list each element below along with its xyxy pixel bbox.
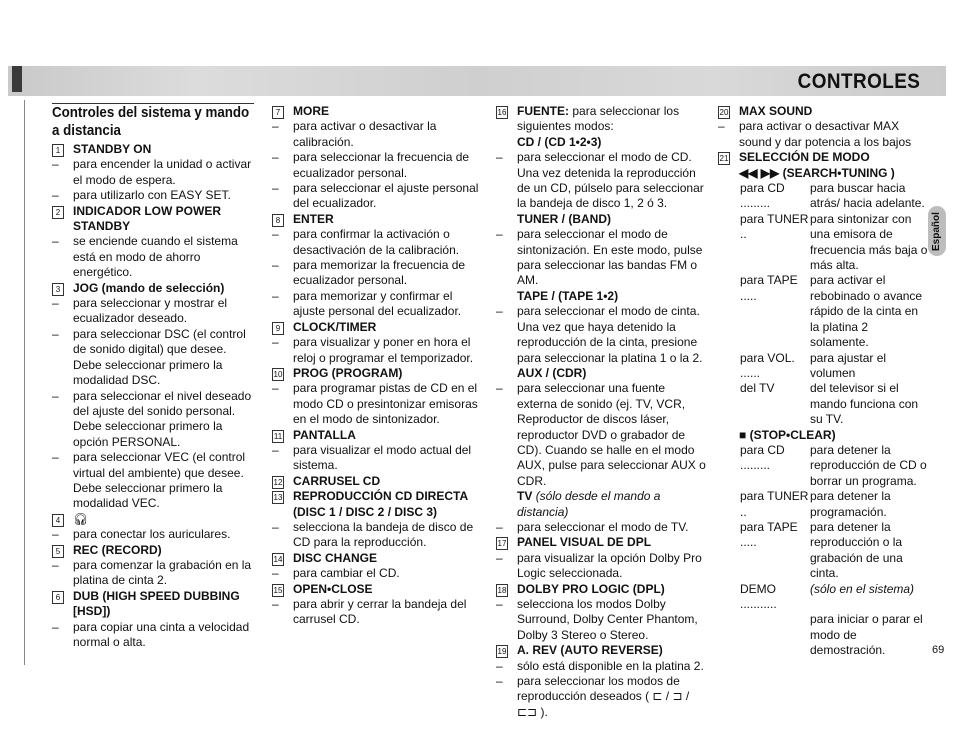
item-number: 7 [272,106,284,119]
item-subheading: ◀◀ ▶▶ (SEARCH•TUNING ) [739,165,895,180]
item-heading: PANEL VISUAL DE DPL [517,535,652,550]
mode-label: AUX / (CDR) [517,365,587,380]
item-heading: DOLBY PRO LOGIC (DPL) [517,581,665,596]
item-19 [496,643,706,720]
item-heading: FUENTE: [517,104,569,118]
mode-line: – para seleccionar el modo de TV. [496,520,706,535]
mode-line: – para seleccionar el modo de sintonización. En este modo, pulse para seleccionar las bandas FM o AM. [496,227,706,289]
row-value: del televisor si el mando funciona con su TV. [810,381,919,427]
item-line: – selecciona los modos Dolby Surround, Dolby Center Phantom, Dolby 3 Stereo o Stereo. [496,597,706,643]
item-9 [272,320,482,366]
item-number: 3 [52,283,64,296]
column-1-items [52,142,257,650]
column-2 [272,104,482,628]
item-heading: PROG (PROGRAM) [293,365,403,380]
row-value: para ajustar el volumen [810,350,887,380]
search-tuning-rows [718,181,930,428]
mode-row [718,520,930,582]
row-key: para CD ......... [740,442,785,473]
item-4 [52,512,257,543]
mode-label: TUNER / (BAND) [517,211,611,226]
item-line: – para seleccionar VEC (el control virtual del ambiente) que desee. Debe seleccionar primero la modalidad VEC. [52,450,257,512]
row-value: (sólo en el sistema) [810,581,915,596]
mode-label: TV [517,489,533,504]
headphones-icon: 🎧︎ [73,511,89,526]
item-1 [52,142,257,204]
language-tab-label: Español [931,212,942,251]
item-heading: A. REV (AUTO REVERSE) [517,643,663,658]
item-line: – para copiar una cinta a velocidad normal o alta. [52,620,257,651]
source-mode [496,366,706,489]
item-number: 11 [273,431,283,441]
item-13 [272,489,482,551]
mode-row [718,351,930,382]
item-number: 12 [273,477,283,487]
column-2-items [272,104,482,628]
language-tab [928,206,946,256]
item-max-sound [718,104,930,150]
item-line: – para utilizarlo con EASY SET. [52,188,257,203]
item-3 [52,281,257,512]
item-number: 10 [273,369,283,379]
column-3-items [496,535,706,720]
page-title: CONTROLES [797,70,920,93]
row-key: DEMO ........... [740,581,777,611]
item-line: – para seleccionar DSC (el control de sonido digital) que desee. Debe seleccionar primero la modalidad DSC. [52,327,257,389]
row-key: para TAPE ..... [740,273,798,303]
item-line: – para visualizar el modo actual del sistema. [272,443,482,474]
stop-clear-rows [718,443,930,659]
item-line: – para seleccionar y mostrar el ecualizador deseado. [52,296,257,327]
item-5 [52,543,257,589]
item-number: 8 [272,214,284,227]
row-key: para CD ......... [740,181,785,211]
mode-row [718,612,930,658]
mode-row [718,489,930,520]
item-number: 4 [52,514,64,527]
row-value: para detener la programación. [810,489,891,519]
row-key: para TUNER .. [740,211,809,242]
item-number: 6 [52,591,64,604]
item-number: 5 [52,545,64,558]
item-number: 18 [497,585,507,595]
item-heading: STANDBY ON [73,142,152,156]
column-1 [52,104,257,650]
item-number: 21 [719,154,729,164]
row-key: del TV [740,381,775,396]
item-heading: CLOCK/TIMER [293,319,377,334]
header-accent [12,66,22,92]
item-line: – para comenzar la grabación en la platina de cinta 2. [52,558,257,589]
item-line: – para activar o desactivar MAX sound y dar potencia a los bajos [718,119,930,150]
row-value: para sintonizar con una emisora de frecuencia más baja o más alta. [810,211,928,273]
item-number: 2 [52,206,64,219]
row-key [718,612,810,658]
item-number: 9 [272,322,284,335]
item-12 [272,474,482,489]
mode-row [718,582,930,613]
item-intro: para seleccionar los siguientes modos: [517,104,680,134]
item-line: – para visualizar la opción Dolby Pro Logic seleccionada. [496,551,706,582]
item-number: 17 [497,539,507,549]
mode-row [718,381,930,427]
item-heading: JOG (mando de selección) [73,280,225,295]
row-key: para TAPE ..... [740,519,798,550]
mode-line: – para seleccionar el modo de CD. Una vez detenida la reproducción de un CD, púlselo para seleccionar la bandeja de disco 1, 2 ó 3. [496,150,706,212]
item-15 [272,582,482,628]
row-value: para activar el rebobinado o avance rápido de la cinta en la platina 2 solamente. [810,273,923,350]
item-heading: ENTER [293,211,334,226]
mode-tv [496,489,706,535]
item-line: – para encender la unidad o activar el modo de espera. [52,157,257,188]
item-number: 16 [497,108,507,117]
item-heading: SELECCIÓN DE MODO [739,150,870,165]
stop-clear-heading: ■ (STOP•CLEAR) [739,427,836,442]
item-number: 19 [497,647,507,657]
item-line: – para programar pistas de CD en el modo CD o presintonizar emisoras en el modo de sintonizador. [272,381,482,427]
item-10 [272,366,482,428]
item-heading: MAX SOUND [739,104,813,118]
source-mode [496,212,706,289]
mode-label: CD / (CD 1•2•3) [517,134,602,149]
item-heading: INDICADOR LOW POWER STANDBY [73,203,221,234]
row-key: para TUNER .. [740,489,809,519]
mode-label: TAPE / (TAPE 1•2) [517,288,619,303]
item-heading: DUB (HIGH SPEED DUBBING [HSD]) [73,588,240,619]
source-mode [496,135,706,212]
item-number: 14 [273,554,283,564]
row-key: para VOL. ...... [740,350,795,380]
mode-row [718,273,930,350]
item-line: – para memorizar y confirmar el ajuste personal del ecualizador. [272,289,482,320]
row-value: para iniciar o parar el modo de demostración. [810,612,923,658]
item-heading: OPEN•CLOSE [293,581,373,596]
item-line: – para cambiar el CD. [272,566,482,581]
item-line: – sólo está disponible en la platina 2. [496,659,706,674]
mode-row [718,443,930,489]
item-heading: CARRUSEL CD [293,473,381,488]
item-8 [272,212,482,320]
item-line: – para conectar los auriculares. [52,527,257,542]
item-14 [272,551,482,582]
source-mode [496,289,706,366]
item-line: – para abrir y cerrar la bandeja del carrusel CD. [272,597,482,628]
item-18 [496,582,706,644]
item-heading: PANTALLA [293,427,356,442]
item-fuente [496,104,706,135]
item-11 [272,428,482,474]
item-line: – se enciende cuando el sistema está en modo de ahorro energético. [52,234,257,280]
section-title: Controles del sistema y mando a distancia [52,105,250,139]
item-line: – para seleccionar la frecuencia de ecualizador personal. [272,150,482,181]
item-seleccion [718,150,930,181]
item-line: – para visualizar y poner en hora el reloj o programar el temporizador. [272,335,482,366]
source-modes [496,135,706,489]
item-line: – para activar o desactivar la calibración. [272,119,482,150]
mode-row [718,212,930,274]
item-line: – para confirmar la activación o desactivación de la calibración. [272,227,482,258]
item-number: 13 [273,493,283,503]
row-value: para buscar hacia atrás/ hacia adelante. [810,181,925,211]
item-heading: REC (RECORD) [73,542,162,557]
row-value: para detener la reproducción de CD o borrar un programa. [810,442,927,488]
item-line: – selecciona la bandeja de disco de CD para la reproducción. [272,520,482,551]
item-line: – para seleccionar los modos de reproducción deseados ( ⊏ / ⊐ / ⊏⊐ ). [496,674,706,720]
column-3 [496,104,706,720]
item-7 [272,104,482,212]
mode-line: – para seleccionar el modo de cinta. Una vez que haya detenido la reproducción de la cinta, presione para seleccionar la platina 1 o la 2. [496,304,706,366]
item-2 [52,204,257,281]
page-number: 69 [932,644,945,656]
column-4 [718,104,930,659]
mode-row [718,181,930,212]
item-line: – para memorizar la frecuencia de ecualizador personal. [272,258,482,289]
item-17 [496,535,706,581]
item-heading: REPRODUCCIÓN CD DIRECTA (DISC 1 / DISC 2 / DISC 3) [293,489,468,519]
item-heading: MORE [293,104,329,118]
item-number: 15 [273,585,283,595]
mode-line: – para seleccionar una fuente externa de sonido (ej. TV, VCR, Reproductor de discos láser, reproductor DVD o grabador de CD). Cuando se halle en el modo AUX, pulse para seleccionar AUX o CDR. [496,381,706,489]
row-value: para detener la reproducción o la grabación de una cinta. [810,519,903,581]
margin-rule [24,100,25,665]
item-heading: DISC CHANGE [293,550,378,565]
item-6 [52,589,257,651]
item-number: 1 [52,144,64,157]
item-number: 20 [719,108,729,117]
item-line: – para seleccionar el ajuste personal del ecualizador. [272,181,482,212]
item-line: – para seleccionar el nivel deseado del ajuste del sonido personal. Debe seleccionar primero la opción PERSONAL. [52,389,257,451]
mode-note: (sólo desde el mando a distancia) [517,489,661,519]
